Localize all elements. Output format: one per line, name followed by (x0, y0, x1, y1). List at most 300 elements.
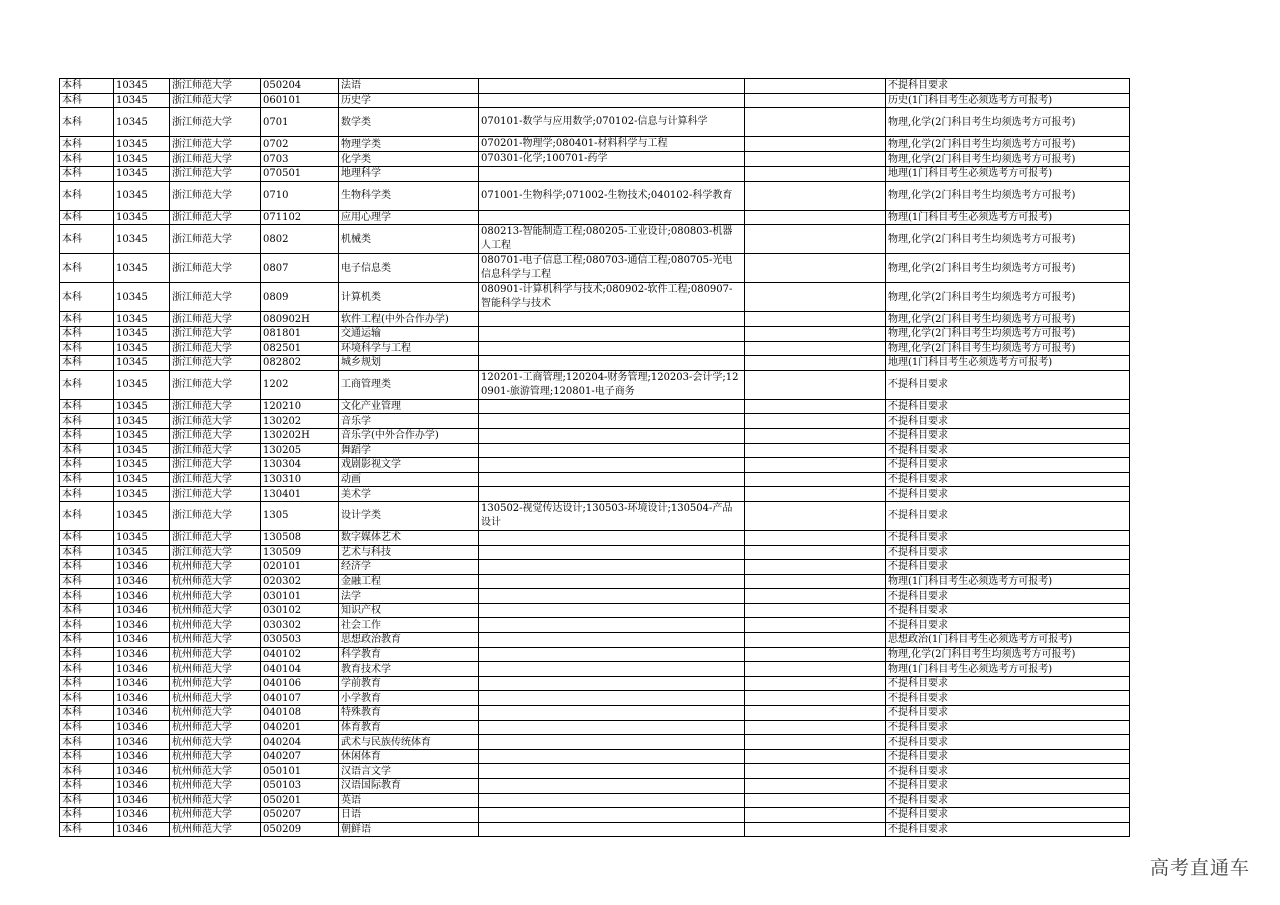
school-code-cell: 10346 (114, 749, 170, 764)
school-name-cell: 杭州师范大学 (170, 647, 261, 662)
included-majors-cell (479, 764, 745, 779)
school-code-cell: 10345 (114, 108, 170, 137)
level-cell: 本科 (60, 691, 114, 706)
school-code-cell: 10345 (114, 79, 170, 94)
included-majors-cell (479, 574, 745, 589)
major-name-cell: 汉语国际教育 (339, 779, 479, 794)
school-code-cell: 10345 (114, 399, 170, 414)
major-name-cell: 经济学 (339, 560, 479, 575)
remark-cell (745, 749, 886, 764)
table-row (60, 720, 1130, 735)
level-cell: 本科 (60, 79, 114, 94)
table-row (60, 808, 1130, 823)
major-name-cell: 音乐学(中外合作办学) (339, 428, 479, 443)
major-name-cell: 思想政治教育 (339, 633, 479, 648)
school-name-cell: 浙江师范大学 (170, 356, 261, 371)
level-cell: 本科 (60, 574, 114, 589)
table-row (60, 108, 1130, 137)
school-name-cell: 杭州师范大学 (170, 662, 261, 677)
subject-requirement-cell: 物理(1门科目考生必须选考方可报考) (886, 662, 1130, 677)
school-code-cell: 10345 (114, 254, 170, 283)
major-code-cell: 0703 (261, 152, 339, 167)
included-majors-cell: 070101-数学与应用数学;070102-信息与计算科学 (479, 108, 745, 137)
included-majors-cell (479, 545, 745, 560)
remark-cell (745, 691, 886, 706)
major-name-cell: 美术学 (339, 487, 479, 502)
level-cell: 本科 (60, 181, 114, 210)
major-name-cell: 日语 (339, 808, 479, 823)
major-code-cell: 082802 (261, 356, 339, 371)
table-row (60, 574, 1130, 589)
school-code-cell: 10346 (114, 720, 170, 735)
level-cell: 本科 (60, 93, 114, 108)
table-row (60, 254, 1130, 283)
level-cell: 本科 (60, 749, 114, 764)
level-cell: 本科 (60, 633, 114, 648)
school-code-cell: 10346 (114, 633, 170, 648)
table-row (60, 283, 1130, 312)
major-code-cell: 130304 (261, 458, 339, 473)
major-code-cell: 040102 (261, 647, 339, 662)
level-cell: 本科 (60, 662, 114, 677)
included-majors-cell (479, 167, 745, 182)
included-majors-cell (479, 647, 745, 662)
major-name-cell: 历史学 (339, 93, 479, 108)
included-majors-cell: 080701-电子信息工程;080703-通信工程;080705-光电信息科学与工程 (479, 254, 745, 283)
included-majors-cell (479, 443, 745, 458)
level-cell: 本科 (60, 779, 114, 794)
table-row (60, 458, 1130, 473)
included-majors-cell: 070301-化学;100701-药学 (479, 152, 745, 167)
school-name-cell: 杭州师范大学 (170, 749, 261, 764)
major-code-cell: 050207 (261, 808, 339, 823)
table-row (60, 472, 1130, 487)
level-cell: 本科 (60, 254, 114, 283)
table-row (60, 560, 1130, 575)
table-row (60, 356, 1130, 371)
subject-requirement-cell: 地理(1门科目考生必须选考方可报考) (886, 356, 1130, 371)
major-code-cell: 040207 (261, 749, 339, 764)
table-row (60, 370, 1130, 399)
school-code-cell: 10345 (114, 472, 170, 487)
subject-requirement-cell: 历史(1门科目考生必须选考方可报考) (886, 93, 1130, 108)
school-code-cell: 10345 (114, 370, 170, 399)
included-majors-cell (479, 560, 745, 575)
major-name-cell: 法学 (339, 589, 479, 604)
major-name-cell: 艺术与科技 (339, 545, 479, 560)
table-body (60, 79, 1130, 837)
included-majors-cell (479, 691, 745, 706)
level-cell: 本科 (60, 283, 114, 312)
remark-cell (745, 443, 886, 458)
major-code-cell: 0702 (261, 137, 339, 152)
school-code-cell: 10346 (114, 603, 170, 618)
subject-requirement-cell: 不提科目要求 (886, 428, 1130, 443)
subject-requirement-cell: 不提科目要求 (886, 764, 1130, 779)
level-cell: 本科 (60, 399, 114, 414)
remark-cell (745, 428, 886, 443)
subject-requirement-cell: 不提科目要求 (886, 706, 1130, 721)
major-code-cell: 040104 (261, 662, 339, 677)
school-name-cell: 杭州师范大学 (170, 822, 261, 837)
remark-cell (745, 326, 886, 341)
table-row (60, 501, 1130, 530)
subject-requirement-cell: 物理,化学(2门科目考生均须选考方可报考) (886, 181, 1130, 210)
subject-requirement-cell: 不提科目要求 (886, 589, 1130, 604)
table-row (60, 167, 1130, 182)
major-code-cell: 020101 (261, 560, 339, 575)
school-code-cell: 10345 (114, 530, 170, 545)
level-cell: 本科 (60, 618, 114, 633)
included-majors-cell (479, 472, 745, 487)
major-name-cell: 金融工程 (339, 574, 479, 589)
major-name-cell: 戏剧影视文学 (339, 458, 479, 473)
school-code-cell: 10345 (114, 501, 170, 530)
school-code-cell: 10346 (114, 560, 170, 575)
included-majors-cell (479, 210, 745, 225)
level-cell: 本科 (60, 356, 114, 371)
subject-requirement-cell: 物理,化学(2门科目考生均须选考方可报考) (886, 137, 1130, 152)
subject-requirement-cell: 物理,化学(2门科目考生均须选考方可报考) (886, 283, 1130, 312)
school-name-cell: 杭州师范大学 (170, 720, 261, 735)
level-cell: 本科 (60, 822, 114, 837)
level-cell: 本科 (60, 793, 114, 808)
table-row (60, 764, 1130, 779)
subject-requirement-cell: 物理,化学(2门科目考生均须选考方可报考) (886, 108, 1130, 137)
school-code-cell: 10345 (114, 137, 170, 152)
school-name-cell: 浙江师范大学 (170, 312, 261, 327)
school-name-cell: 浙江师范大学 (170, 108, 261, 137)
major-name-cell: 地理科学 (339, 167, 479, 182)
school-code-cell: 10346 (114, 779, 170, 794)
table-row (60, 312, 1130, 327)
remark-cell (745, 545, 886, 560)
major-code-cell: 050204 (261, 79, 339, 94)
table-row (60, 181, 1130, 210)
school-name-cell: 浙江师范大学 (170, 399, 261, 414)
remark-cell (745, 167, 886, 182)
level-cell: 本科 (60, 603, 114, 618)
school-name-cell: 浙江师范大学 (170, 93, 261, 108)
subject-requirement-cell: 不提科目要求 (886, 749, 1130, 764)
major-name-cell: 物理学类 (339, 137, 479, 152)
major-name-cell: 休闲体育 (339, 749, 479, 764)
level-cell: 本科 (60, 225, 114, 254)
remark-cell (745, 312, 886, 327)
major-code-cell: 130202 (261, 414, 339, 429)
school-code-cell: 10345 (114, 341, 170, 356)
remark-cell (745, 341, 886, 356)
table-row (60, 152, 1130, 167)
school-code-cell: 10345 (114, 458, 170, 473)
school-code-cell: 10345 (114, 93, 170, 108)
included-majors-cell: 071001-生物科学;071002-生物技术;040102-科学教育 (479, 181, 745, 210)
school-code-cell: 10345 (114, 356, 170, 371)
included-majors-cell (479, 414, 745, 429)
included-majors-cell (479, 618, 745, 633)
subject-requirement-cell: 不提科目要求 (886, 618, 1130, 633)
school-name-cell: 杭州师范大学 (170, 574, 261, 589)
subject-requirement-cell: 不提科目要求 (886, 530, 1130, 545)
subject-requirement-cell: 不提科目要求 (886, 808, 1130, 823)
level-cell: 本科 (60, 808, 114, 823)
remark-cell (745, 618, 886, 633)
level-cell: 本科 (60, 370, 114, 399)
included-majors-cell (479, 749, 745, 764)
level-cell: 本科 (60, 560, 114, 575)
major-name-cell: 数字媒体艺术 (339, 530, 479, 545)
school-name-cell: 浙江师范大学 (170, 501, 261, 530)
school-code-cell: 10345 (114, 210, 170, 225)
table-row (60, 735, 1130, 750)
school-code-cell: 10346 (114, 822, 170, 837)
subject-requirement-cell: 物理(1门科目考生必须选考方可报考) (886, 210, 1130, 225)
major-code-cell: 130509 (261, 545, 339, 560)
school-name-cell: 杭州师范大学 (170, 633, 261, 648)
table-row (60, 749, 1130, 764)
remark-cell (745, 530, 886, 545)
level-cell: 本科 (60, 530, 114, 545)
level-cell: 本科 (60, 720, 114, 735)
major-code-cell: 040204 (261, 735, 339, 750)
school-code-cell: 10346 (114, 618, 170, 633)
included-majors-cell (479, 589, 745, 604)
level-cell: 本科 (60, 735, 114, 750)
table-row (60, 589, 1130, 604)
major-code-cell: 040106 (261, 676, 339, 691)
major-name-cell: 数学类 (339, 108, 479, 137)
major-code-cell: 030503 (261, 633, 339, 648)
school-name-cell: 浙江师范大学 (170, 225, 261, 254)
included-majors-cell (479, 399, 745, 414)
requirements-table (59, 78, 1130, 837)
school-code-cell: 10346 (114, 574, 170, 589)
school-code-cell: 10345 (114, 167, 170, 182)
major-name-cell: 体育教育 (339, 720, 479, 735)
remark-cell (745, 472, 886, 487)
level-cell: 本科 (60, 764, 114, 779)
included-majors-cell: 080901-计算机科学与技术;080902-软件工程;080907-智能科学与技术 (479, 283, 745, 312)
school-name-cell: 杭州师范大学 (170, 676, 261, 691)
school-name-cell: 浙江师范大学 (170, 414, 261, 429)
school-name-cell: 浙江师范大学 (170, 428, 261, 443)
subject-requirement-cell: 不提科目要求 (886, 676, 1130, 691)
major-name-cell: 学前教育 (339, 676, 479, 691)
level-cell: 本科 (60, 152, 114, 167)
subject-requirement-cell: 不提科目要求 (886, 414, 1130, 429)
remark-cell (745, 676, 886, 691)
school-code-cell: 10346 (114, 589, 170, 604)
remark-cell (745, 399, 886, 414)
included-majors-cell: 130502-视觉传达设计;130503-环境设计;130504-产品设计 (479, 501, 745, 530)
table-row (60, 676, 1130, 691)
subject-requirement-cell: 不提科目要求 (886, 501, 1130, 530)
major-name-cell: 科学教育 (339, 647, 479, 662)
major-name-cell: 计算机类 (339, 283, 479, 312)
major-name-cell: 武术与民族传统体育 (339, 735, 479, 750)
subject-requirement-cell: 不提科目要求 (886, 720, 1130, 735)
subject-requirement-cell: 不提科目要求 (886, 735, 1130, 750)
major-name-cell: 电子信息类 (339, 254, 479, 283)
included-majors-cell (479, 676, 745, 691)
level-cell: 本科 (60, 676, 114, 691)
school-name-cell: 浙江师范大学 (170, 181, 261, 210)
subject-requirement-cell: 物理,化学(2门科目考生均须选考方可报考) (886, 647, 1130, 662)
school-code-cell: 10346 (114, 764, 170, 779)
school-code-cell: 10346 (114, 691, 170, 706)
major-name-cell: 英语 (339, 793, 479, 808)
remark-cell (745, 779, 886, 794)
table-row (60, 603, 1130, 618)
table-row (60, 137, 1130, 152)
level-cell: 本科 (60, 647, 114, 662)
table-row (60, 822, 1130, 837)
included-majors-cell (479, 487, 745, 502)
remark-cell (745, 589, 886, 604)
included-majors-cell (479, 822, 745, 837)
table-row (60, 662, 1130, 677)
major-name-cell: 生物科学类 (339, 181, 479, 210)
major-name-cell: 环境科学与工程 (339, 341, 479, 356)
major-name-cell: 朝鲜语 (339, 822, 479, 837)
remark-cell (745, 356, 886, 371)
included-majors-cell (479, 706, 745, 721)
major-code-cell: 030102 (261, 603, 339, 618)
major-code-cell: 0809 (261, 283, 339, 312)
major-code-cell: 130508 (261, 530, 339, 545)
included-majors-cell (479, 793, 745, 808)
major-code-cell: 081801 (261, 326, 339, 341)
level-cell: 本科 (60, 210, 114, 225)
subject-requirement-cell: 物理,化学(2门科目考生均须选考方可报考) (886, 341, 1130, 356)
school-name-cell: 杭州师范大学 (170, 808, 261, 823)
school-code-cell: 10346 (114, 735, 170, 750)
remark-cell (745, 706, 886, 721)
remark-cell (745, 93, 886, 108)
watermark-logo: 高考直通车 (1149, 857, 1250, 879)
level-cell: 本科 (60, 589, 114, 604)
school-code-cell: 10345 (114, 326, 170, 341)
remark-cell (745, 79, 886, 94)
major-name-cell: 音乐学 (339, 414, 479, 429)
table-row (60, 487, 1130, 502)
table-row (60, 93, 1130, 108)
school-name-cell: 杭州师范大学 (170, 603, 261, 618)
school-name-cell: 浙江师范大学 (170, 370, 261, 399)
major-code-cell: 050201 (261, 793, 339, 808)
school-code-cell: 10345 (114, 283, 170, 312)
level-cell: 本科 (60, 706, 114, 721)
subject-requirement-cell: 不提科目要求 (886, 487, 1130, 502)
included-majors-cell (479, 720, 745, 735)
included-majors-cell (479, 633, 745, 648)
included-majors-cell (479, 603, 745, 618)
table-row (60, 706, 1130, 721)
remark-cell (745, 225, 886, 254)
included-majors-cell (479, 662, 745, 677)
remark-cell (745, 735, 886, 750)
school-code-cell: 10346 (114, 808, 170, 823)
remark-cell (745, 808, 886, 823)
remark-cell (745, 152, 886, 167)
major-code-cell: 0710 (261, 181, 339, 210)
level-cell: 本科 (60, 167, 114, 182)
school-name-cell: 杭州师范大学 (170, 735, 261, 750)
school-name-cell: 浙江师范大学 (170, 283, 261, 312)
major-code-cell: 130401 (261, 487, 339, 502)
school-name-cell: 浙江师范大学 (170, 458, 261, 473)
major-name-cell: 文化产业管理 (339, 399, 479, 414)
school-name-cell: 杭州师范大学 (170, 560, 261, 575)
subject-requirement-cell: 物理,化学(2门科目考生均须选考方可报考) (886, 326, 1130, 341)
level-cell: 本科 (60, 326, 114, 341)
major-code-cell: 0807 (261, 254, 339, 283)
major-code-cell: 130205 (261, 443, 339, 458)
major-name-cell: 舞蹈学 (339, 443, 479, 458)
remark-cell (745, 633, 886, 648)
major-code-cell: 070501 (261, 167, 339, 182)
subject-requirement-cell: 不提科目要求 (886, 472, 1130, 487)
included-majors-cell (479, 312, 745, 327)
major-name-cell: 汉语言文学 (339, 764, 479, 779)
subject-requirement-cell: 不提科目要求 (886, 545, 1130, 560)
major-name-cell: 动画 (339, 472, 479, 487)
school-name-cell: 浙江师范大学 (170, 472, 261, 487)
school-code-cell: 10345 (114, 414, 170, 429)
table-row (60, 633, 1130, 648)
remark-cell (745, 720, 886, 735)
school-name-cell: 浙江师范大学 (170, 254, 261, 283)
major-code-cell: 030101 (261, 589, 339, 604)
included-majors-cell (479, 326, 745, 341)
included-majors-cell (479, 356, 745, 371)
subject-requirement-cell: 不提科目要求 (886, 793, 1130, 808)
school-code-cell: 10345 (114, 443, 170, 458)
school-name-cell: 浙江师范大学 (170, 137, 261, 152)
school-name-cell: 浙江师范大学 (170, 443, 261, 458)
included-majors-cell (479, 79, 745, 94)
major-code-cell: 0701 (261, 108, 339, 137)
school-name-cell: 浙江师范大学 (170, 326, 261, 341)
major-name-cell: 知识产权 (339, 603, 479, 618)
school-code-cell: 10345 (114, 152, 170, 167)
major-name-cell: 特殊教育 (339, 706, 479, 721)
table-row (60, 399, 1130, 414)
table-row (60, 326, 1130, 341)
major-code-cell: 071102 (261, 210, 339, 225)
school-code-cell: 10345 (114, 545, 170, 560)
major-code-cell: 120210 (261, 399, 339, 414)
remark-cell (745, 574, 886, 589)
subject-requirement-cell: 不提科目要求 (886, 560, 1130, 575)
school-name-cell: 浙江师范大学 (170, 341, 261, 356)
level-cell: 本科 (60, 137, 114, 152)
major-name-cell: 软件工程(中外合作办学) (339, 312, 479, 327)
level-cell: 本科 (60, 312, 114, 327)
level-cell: 本科 (60, 341, 114, 356)
included-majors-cell: 080213-智能制造工程;080205-工业设计;080803-机器人工程 (479, 225, 745, 254)
school-name-cell: 杭州师范大学 (170, 764, 261, 779)
level-cell: 本科 (60, 545, 114, 560)
major-code-cell: 040201 (261, 720, 339, 735)
school-name-cell: 杭州师范大学 (170, 779, 261, 794)
school-name-cell: 杭州师范大学 (170, 618, 261, 633)
school-name-cell: 浙江师范大学 (170, 210, 261, 225)
subject-requirement-cell: 物理,化学(2门科目考生均须选考方可报考) (886, 225, 1130, 254)
major-name-cell: 城乡规划 (339, 356, 479, 371)
school-code-cell: 10346 (114, 706, 170, 721)
included-majors-cell (479, 779, 745, 794)
